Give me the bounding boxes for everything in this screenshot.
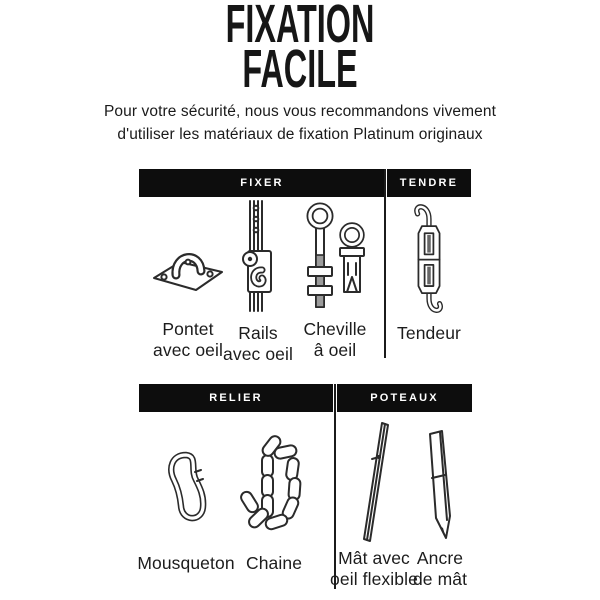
item-label-line: â oeil (313, 340, 357, 360)
item-label-line: Tendeur (397, 323, 461, 343)
safety-note-line2: d'utiliser les matériaux de fixation Platinum originaux (117, 125, 483, 143)
item-label-line: Ancre (416, 548, 464, 568)
item-label-tendeur (387, 323, 471, 344)
pad-eye-icon (150, 238, 226, 302)
section-divider (384, 169, 386, 358)
safety-note-line1: Pour votre sécurité, nous vous recommandons vivement (103, 103, 497, 120)
pole-flexible-eye-icon (352, 420, 396, 544)
mast-anchor-icon (416, 428, 460, 548)
chain-icon (238, 431, 308, 531)
page-title-line2: FACILE (242, 39, 358, 99)
item-label-line: Mousqueton (137, 553, 235, 573)
item-label-line: Cheville (303, 319, 367, 339)
section-header-relier: RELIER (139, 384, 333, 412)
item-label-mousqueton (134, 553, 238, 574)
item-label-cheville (290, 319, 380, 361)
carabiner-icon (160, 450, 212, 528)
section-header-poteaux: POTEAUX (337, 384, 472, 412)
section-header-tendre: TENDRE (387, 169, 471, 197)
safety-note (0, 101, 600, 146)
item-label-chaine (238, 553, 310, 574)
page-title (0, 0, 600, 99)
item-label-line: Pontet (162, 319, 214, 339)
item-label-line: Chaine (245, 553, 303, 573)
item-label-line: Rails (238, 323, 278, 343)
rail-hook-icon (230, 199, 286, 313)
section-header-fixer: FIXER (139, 169, 385, 197)
item-label-line: avec oeil (153, 340, 223, 360)
item-label-ancre (408, 548, 472, 590)
item-label-line: de mât (412, 569, 468, 589)
item-label-line: oeil flexible (330, 569, 418, 589)
item-label-line: Mât avec (338, 548, 410, 568)
eye-bolt-icon (296, 201, 374, 313)
turnbuckle-icon (406, 198, 452, 316)
item-label-line: avec oeil (223, 344, 293, 364)
page-title-line1: FIXATION (225, 0, 375, 54)
